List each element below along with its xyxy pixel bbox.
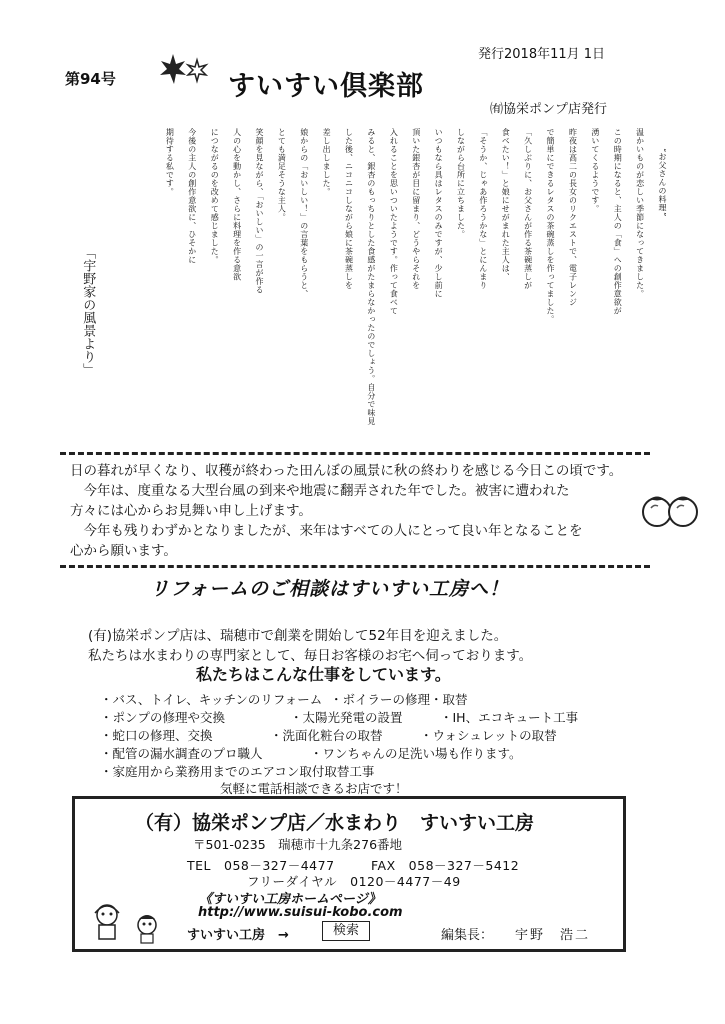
mascot-characters	[87, 901, 179, 949]
intro-line: 私たちは水まわりの専門家として、毎日お客様のお宅へ伺っております。	[88, 648, 533, 665]
editor-name: 宇野 浩二	[515, 928, 591, 943]
service-item: ・太陽光発電の設置	[290, 710, 403, 725]
service-item: ・蛇口の修理、交換	[100, 728, 213, 743]
essay-line: 娘からの「おいしい！」の言葉をもらうと、	[299, 128, 309, 298]
essay-line: 人の心を動かし、さらに料理を作る意欲	[232, 128, 242, 281]
service-item: ・ポンプの修理や交換	[100, 710, 226, 725]
service-row	[100, 726, 640, 744]
service-item: ・ボイラーの修理・取替	[330, 692, 468, 707]
intro-line: (有)協栄ポンプ店は、瑞穂市で創業を開始して52年目を迎えました。	[88, 628, 508, 644]
service-item: ・ワンちゃんの足洗い場も作ります。	[310, 746, 522, 761]
issue-number: 第94号	[65, 70, 116, 88]
reform-heading: リフォームのご相談はすいすい工房へ！	[150, 578, 510, 600]
service-item: ・ウォシュレットの取替	[420, 728, 557, 743]
service-item: ・バス、トイレ、キッチンのリフォーム	[100, 692, 323, 707]
essay-title: “お父さんの料理”	[658, 148, 667, 217]
photo-caption: 「宇野家の風景より」	[80, 246, 96, 376]
service-row	[100, 744, 640, 762]
consult-note: 気軽に電話相談できるお店です！	[220, 781, 408, 796]
essay-line: みると、銀杏のもっちりとした食感がたまらなかったのでしょう。自分で味見	[366, 128, 376, 426]
service-row	[100, 690, 640, 708]
fax-number: FAX 058－327－5412	[371, 858, 520, 873]
newsletter-title: すいすい倶楽部	[228, 71, 424, 102]
essay-line: 笑顔を見ながら、「おいしい」の一言が作る	[254, 128, 264, 294]
editor-label: 編集長：	[441, 928, 494, 943]
services-list	[100, 690, 640, 780]
essay-line: につながるのを改めて感じました。	[210, 128, 220, 264]
publisher: ㈲協栄ポンプ店発行	[490, 102, 608, 117]
essay-line: とても満足そうな主人。	[277, 128, 287, 222]
search-label: すいすい工房 →	[187, 928, 289, 943]
essay-line: 期待する私です。	[165, 128, 175, 196]
essay-line: 「久しぶりに、お父さんが作る茶碗蒸しが	[523, 128, 533, 290]
essay-line: 頂いた銀杏が目に留まり、どうやらそれを	[411, 128, 421, 290]
essay-line: 昨夜は高二の長女のリクエストで、電子レンジ	[568, 128, 578, 307]
essay-line: いつもなら具はレタスのみですが、少し前に	[434, 128, 444, 298]
service-item: ・配管の漏水調査のプロ職人	[100, 746, 263, 761]
homepage-url[interactable]: http://www.suisui-kobo.com	[198, 905, 403, 920]
company-intro	[88, 626, 532, 667]
essay-line: 差し出しました。	[322, 128, 332, 196]
tel-number: TEL 058－327－4477	[187, 858, 335, 873]
essay-line: 「そうか、じゃあ作ろうかな」とにんまり	[478, 128, 488, 290]
greeting-line: 今年も残りわずかとなりましたが、来年はすべての人にとって良い年となることを	[70, 522, 583, 539]
shop-name: （有）協栄ポンプ店／水まわり すいすい工房	[135, 812, 535, 834]
essay-line: 温かいものが恋しい季節になってきました。	[635, 128, 645, 298]
essay-line: この時期になると、主人の「食」への創作意欲が	[613, 128, 623, 315]
service-item: ・IH、エコキュート工事	[440, 710, 579, 725]
essay-line: しながら台所に立ちました。	[456, 128, 466, 239]
persimmon-icon	[640, 488, 702, 534]
greeting-line: 心から願います。	[70, 542, 177, 559]
greeting-line: 日の暮れが早くなり、収穫が終わった田んぼの風景に秋の終わりを感じる今日この頃です。	[70, 463, 623, 479]
essay-line: 湧いてくるようです。	[590, 128, 600, 213]
essay-line: 今後の主人の創作意欲に、ひそかに	[187, 128, 197, 264]
greeting-line: 方々には心からお見舞い申し上げます。	[70, 502, 312, 519]
service-row	[100, 762, 640, 780]
essay-line: で簡単にできるレタスの茶碗蒸しを作ってました。	[546, 128, 556, 324]
seasonal-greeting	[70, 462, 670, 562]
essay-line: 入れることを思いついたようです。作って食べて	[389, 128, 399, 315]
service-item: ・家庭用から業務用までのエアコン取付取替工事	[100, 764, 375, 779]
freedial-number: フリーダイヤル 0120－4477－49	[247, 874, 461, 889]
homepage-title: 《すいすい工房ホームページ》	[199, 892, 381, 907]
address: 〒501-0235 瑞穂市十九条276番地	[193, 837, 403, 852]
essay-line: した後、ニコニコしながら娘に茶碗蒸しを	[344, 128, 354, 290]
contact-box	[72, 796, 626, 952]
essay	[148, 128, 666, 446]
search-button[interactable]: 検索	[322, 921, 370, 941]
greeting-line: 今年は、度重なる大型台風の到来や地震に翻弄された年でした。被害に遭われた	[70, 482, 570, 499]
service-row	[100, 708, 640, 726]
issue-date: 発行2018年11月 1日	[478, 47, 606, 62]
maple-leaf-icon	[155, 50, 215, 94]
divider	[60, 452, 650, 455]
service-item: ・洗面化粧台の取替	[270, 728, 383, 743]
essay-line: 食べたい！」と娘にせがまれた主人は、	[501, 128, 511, 281]
work-heading: 私たちはこんな仕事をしています。	[196, 665, 451, 684]
divider	[60, 565, 650, 568]
